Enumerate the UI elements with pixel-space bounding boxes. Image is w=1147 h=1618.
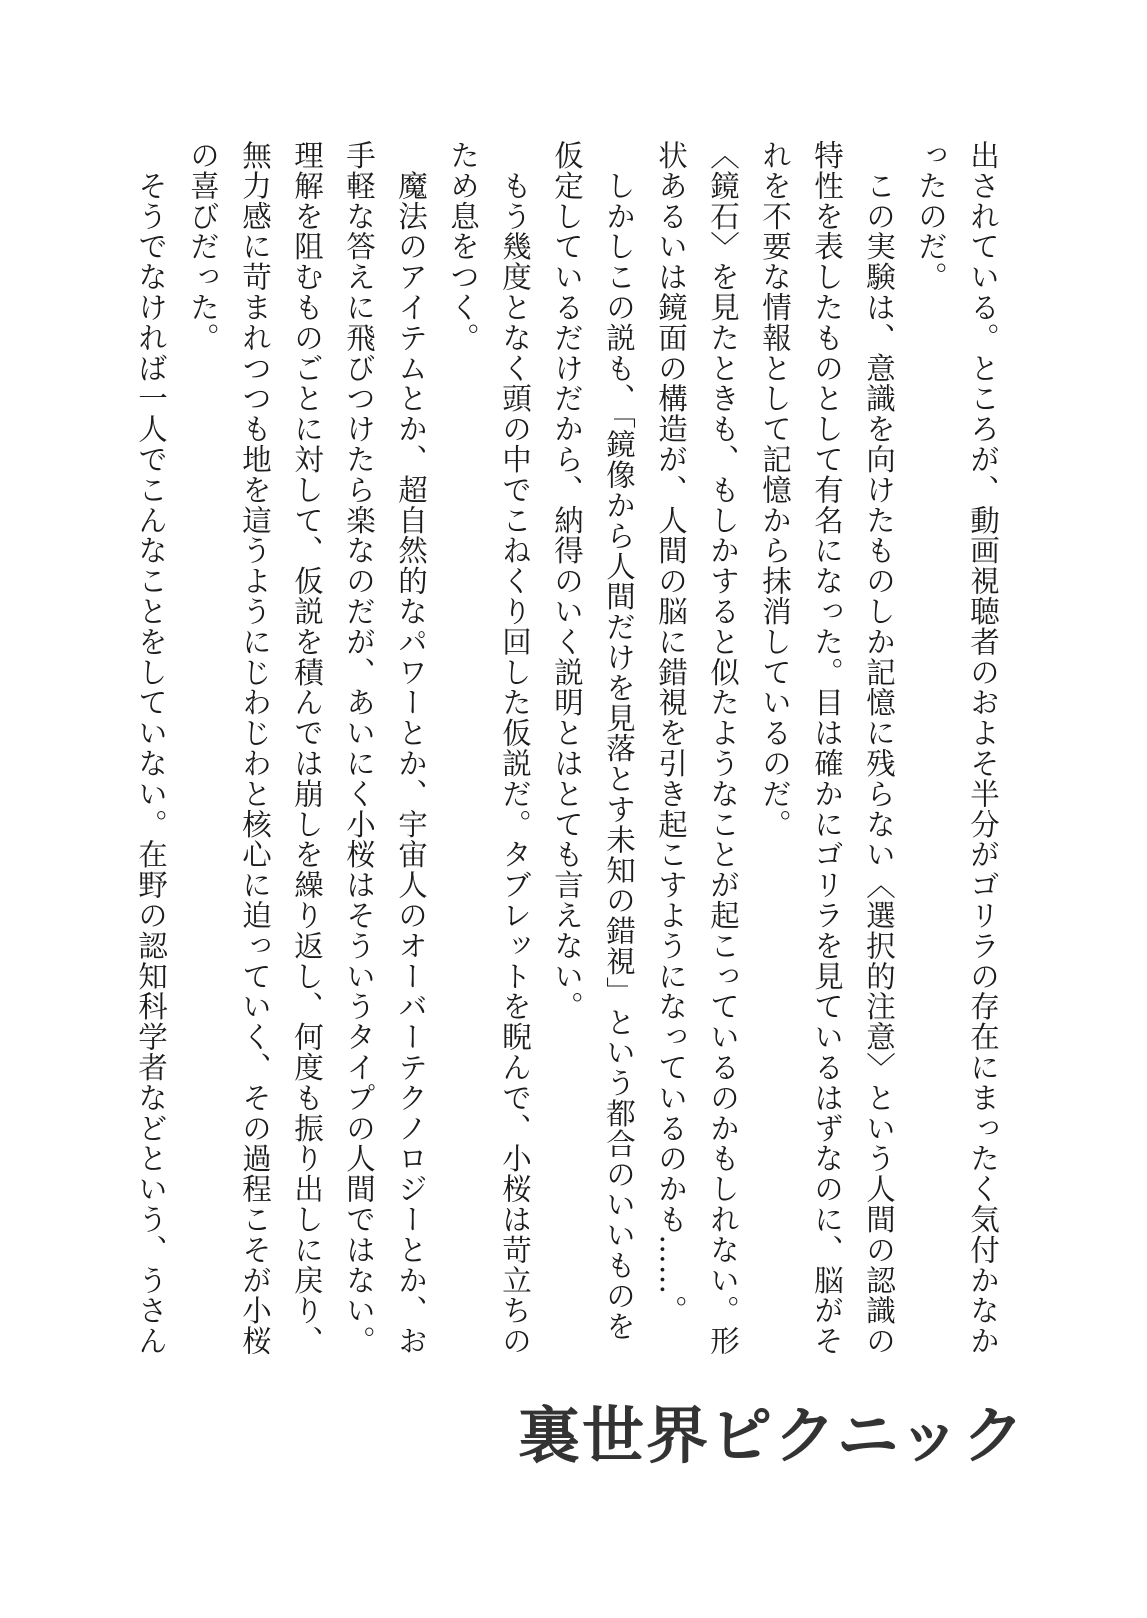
text-line: 無力感に苛まれつつも地を這うようにじわじわと核心に迫っていく、その過程こそが小桜 — [238, 140, 272, 1356]
book-title: 裏世界ピクニック — [518, 1399, 1027, 1472]
text-line: の喜びだった。 — [186, 140, 220, 353]
text-line: ため息をつく。 — [446, 140, 480, 353]
text-line: 理解を阻むものごとに対して、仮説を積んでは崩しを繰り返し、何度も振り出しに戻り、 — [290, 140, 324, 1356]
text-line: この実験は、意識を向けたものしか記憶に残らない〈選択的注意〉という人間の認識の — [862, 140, 896, 1356]
text-line: 手軽な答えに飛びつけたら楽なのだが、あいにく小桜はそういうタイプの人間ではない。 — [342, 140, 376, 1356]
text-line: れを不要な情報として記憶から抹消しているのだ。 — [758, 140, 792, 840]
text-line: 特性を表したものとして有名になった。目は確かにゴリラを見ているはずなのに、脳がそ — [810, 140, 844, 1356]
text-line: 出されている。ところが、動画視聴者のおよそ半分がゴリラの存在にまったく気付かなか — [966, 140, 1000, 1356]
text-line: 状あるいは鏡面の構造が、人間の脳に錯視を引き起こすようになっているのかも……。 — [654, 140, 688, 1326]
text-line: しかしこの説も、「鏡像から人間だけを見落とす未知の錯視」という都合のいいものを — [602, 140, 636, 1342]
vertical-body-text — [125, 140, 1009, 1356]
text-line: 〈鏡石〉を見たときも、もしかすると似たようなことが起こっているのかもしれない。形 — [706, 140, 740, 1356]
text-line: そうでなければ一人でこんなことをしていない。在野の認知科学者などという、うさん — [134, 140, 168, 1356]
text-line: ったのだ。 — [914, 140, 948, 292]
text-line: 魔法のアイテムとか、超自然的なパワーとか、宇宙人のオーバーテクノロジーとか、お — [394, 140, 428, 1356]
text-line: 仮定しているだけだから、納得のいく説明とはとても言えない。 — [550, 140, 584, 1022]
text-line: もう幾度となく頭の中でこねくり回した仮説だ。タブレットを睨んで、小桜は苛立ちの — [498, 140, 532, 1356]
